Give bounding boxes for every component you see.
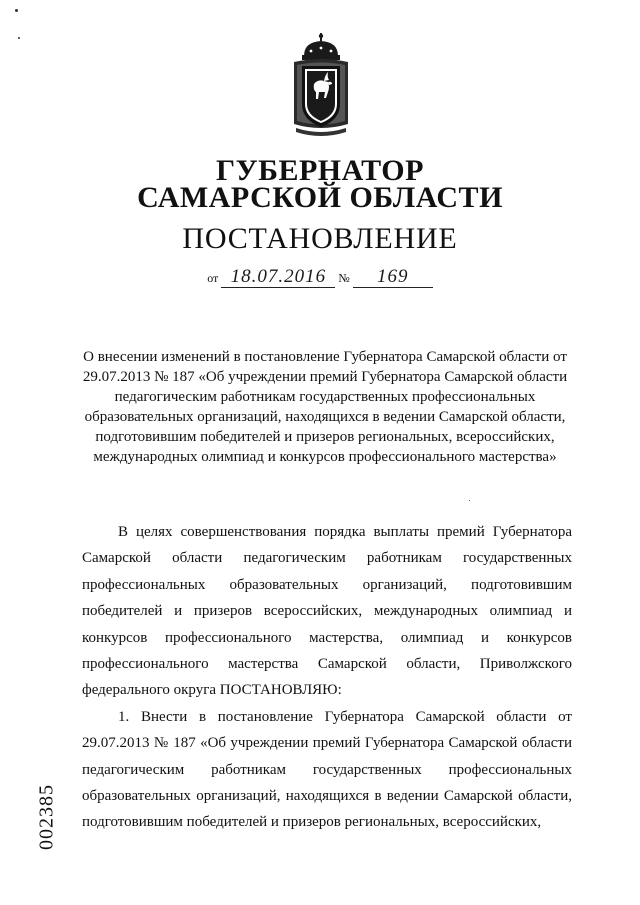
decree-body bbox=[82, 519, 572, 836]
date-from-label: от bbox=[207, 271, 219, 285]
body-paragraph-item-1: 1. Внести в постановление Губернатора Самарской области от 29.07.2013 № 187 «Об учреждении премий Губернатора Самарской области педагогическим работникам государственных профессиональных образовательных организаций, находящихся в ведении Самарской области, подготовившим победителей и призеров региональных, всероссийских, bbox=[82, 708, 572, 831]
number-sign-label: № bbox=[338, 271, 350, 285]
registration-stamp-number bbox=[34, 772, 60, 862]
scan-speck bbox=[18, 37, 20, 39]
scan-speck bbox=[469, 500, 470, 501]
scan-speck bbox=[15, 9, 18, 12]
authority-line-1: ГУБЕРНАТОР bbox=[216, 154, 424, 187]
document-type-heading: ПОСТАНОВЛЕНИЕ bbox=[182, 222, 458, 255]
handwritten-number: 169 bbox=[353, 267, 433, 288]
date-number-line bbox=[0, 267, 640, 289]
decree-title: О внесении изменений в постановление Губернатора Самарской области от 29.07.2013 № 187 «Об учреждении премий Губернатора Самарской области педагогическим работникам государственных профессиональных образовательных организаций, находящихся в ведении Самарской области, подготовившим победителей и призеров региональных, всероссийских, международных олимпиад и конкурсов профессионального мастерства» bbox=[82, 349, 568, 465]
authority-line-2: САМАРСКОЙ ОБЛАСТИ bbox=[137, 181, 503, 214]
registration-number-text: 002385 bbox=[35, 784, 58, 850]
coat-of-arms-emblem bbox=[288, 32, 354, 137]
handwritten-date: 18.07.2016 bbox=[221, 267, 335, 288]
body-paragraph-preamble: В целях совершенствования порядка выплаты премий Губернатора Самарской области педагогическим работникам государственных профессиональных образовательных организаций, подготовившим победителей и призеров всероссийских, международных олимпиад и конкурсов профессионального мастерства, олимпиад и конкурсов профессионального мастерства Самарской области, Приволжского федерального округа ПОСТАНОВЛЯЮ: bbox=[82, 524, 572, 699]
